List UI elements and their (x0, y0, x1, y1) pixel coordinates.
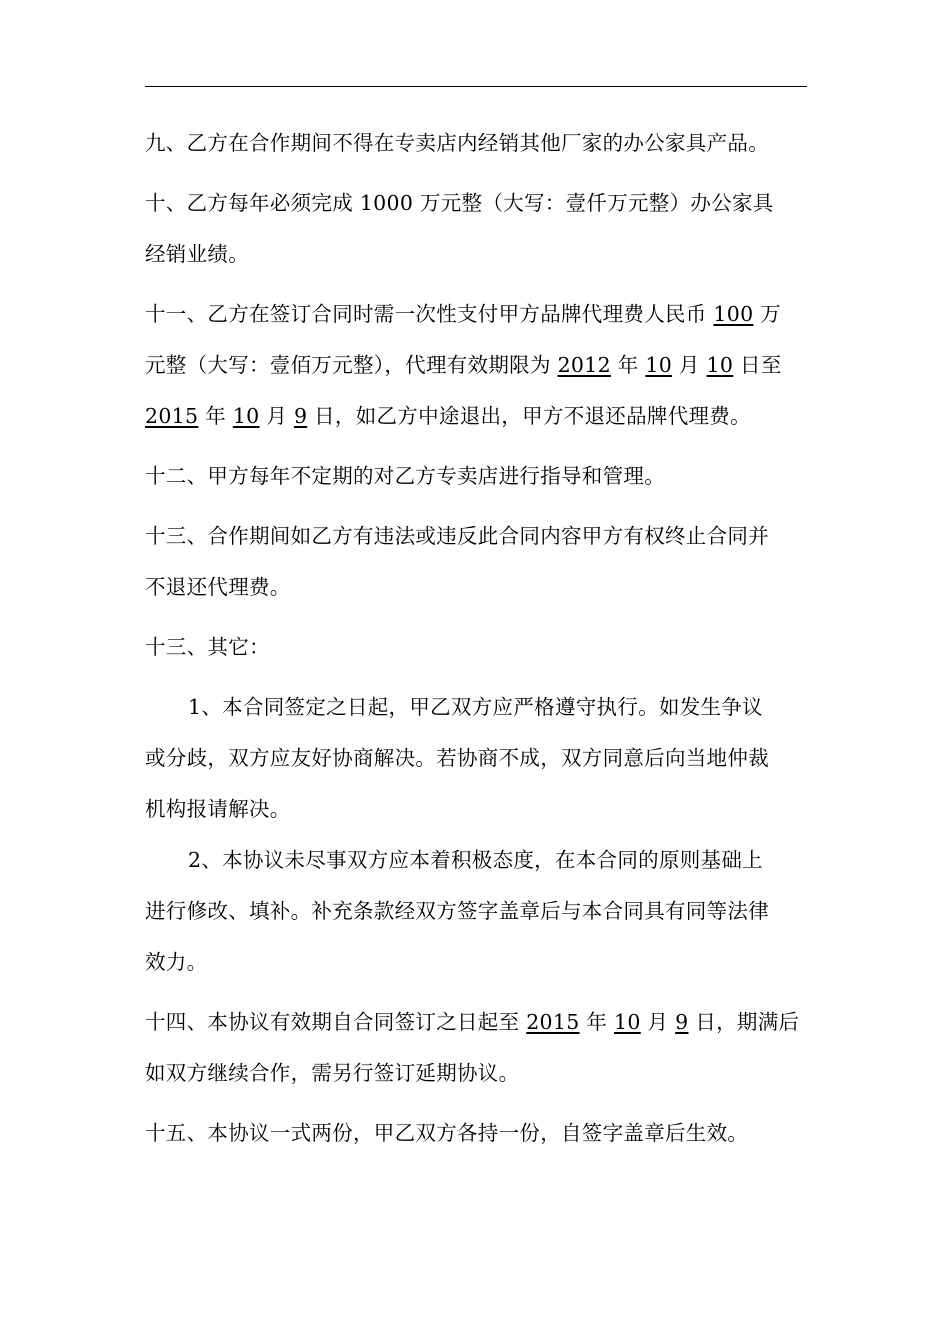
clause-13-item-1-line-1: 1、本合同签定之日起，甲乙双方应严格遵守执行。如发生争议 (188, 695, 763, 719)
clause-14 (145, 997, 807, 1099)
header-rule (145, 86, 807, 87)
clause-11-text-1b: 万 (753, 302, 782, 326)
start-day: 10 (706, 353, 734, 377)
clause-13-line-2: 不退还代理费。 (145, 575, 291, 599)
expiry-year: 2015 (526, 1010, 580, 1034)
clause-13-item-1 (145, 682, 807, 835)
end-year: 2015 (145, 404, 199, 428)
clause-12-text: 十二、甲方每年不定期的对乙方专卖店进行指导和管理。 (145, 464, 665, 488)
clause-14-line-2: 如双方继续合作，需另行签订延期协议。 (145, 1061, 520, 1085)
end-month: 10 (232, 404, 260, 428)
expiry-month: 10 (614, 1010, 641, 1034)
expiry-day: 9 (675, 1010, 689, 1034)
clause-13-item-1-line-2: 或分歧，双方应友好协商解决。若协商不成，双方同意后向当地仲裁 (145, 746, 769, 770)
start-year: 2012 (557, 353, 611, 377)
agency-fee-amount: 100 (713, 302, 754, 326)
clause-11 (145, 289, 807, 442)
clause-14-line-1 (145, 997, 807, 1048)
clause-15-text: 十五、本协议一式两份，甲乙双方各持一份，自签字盖章后生效。 (145, 1121, 749, 1145)
clause-13-item-2-line-2: 进行修改、填补。补充条款经双方签字盖章后与本合同具有同等法律 (145, 899, 769, 923)
clause-14-text-1b: 年 (579, 1010, 615, 1034)
clause-11-line-2 (145, 340, 807, 391)
clause-12 (145, 451, 807, 502)
clause-11-text-1a: 十一、乙方在签订合同时需一次性支付甲方品牌代理费人民币 (145, 302, 714, 326)
clause-13-other (145, 622, 807, 673)
clause-10-line-2: 经销业绩。 (145, 242, 249, 266)
start-month: 10 (645, 353, 673, 377)
clause-9 (145, 118, 807, 169)
clause-13 (145, 511, 807, 613)
clause-11-line-1 (145, 289, 807, 340)
clause-11-text-3a: 年 (198, 404, 233, 428)
clause-14-text-1c: 月 (640, 1010, 676, 1034)
clause-9-text: 九、乙方在合作期间不得在专卖店内经销其他厂家的办公家具产品。 (145, 131, 769, 155)
clause-11-line-3 (145, 391, 807, 442)
clause-15 (145, 1108, 807, 1159)
clause-11-text-3b: 月 (259, 404, 294, 428)
clause-11-text-2a: 元整（大写：壹佰万元整），代理有效期限为 (145, 353, 558, 377)
clause-11-text-2b: 年 (610, 353, 646, 377)
clause-10-line-1: 十、乙方每年必须完成 1000 万元整（大写：壹仟万元整）办公家具 (145, 191, 774, 215)
clause-14-text-1d: 日，期满后 (688, 1010, 800, 1034)
clause-13-item-2 (145, 835, 807, 988)
contract-body (145, 118, 807, 1168)
clause-11-text-2c: 月 (672, 353, 707, 377)
clause-13-item-2-line-1: 2、本协议未尽事双方应本着积极态度，在本合同的原则基础上 (188, 848, 763, 872)
clause-11-text-2d: 日至 (733, 353, 782, 377)
clause-14-text-1a: 十四、本协议有效期自合同签订之日起至 (145, 1010, 527, 1034)
clause-13-item-1-line-3: 机构报请解决。 (145, 797, 291, 821)
clause-11-text-3c: 日，如乙方中途退出，甲方不退还品牌代理费。 (307, 404, 751, 428)
clause-13-other-title: 十三、其它： (145, 635, 270, 659)
end-day: 9 (293, 404, 308, 428)
clause-10 (145, 178, 807, 280)
clause-13-line-1: 十三、合作期间如乙方有违法或违反此合同内容甲方有权终止合同并 (145, 524, 769, 548)
clause-13-item-2-line-3: 效力。 (145, 950, 208, 974)
